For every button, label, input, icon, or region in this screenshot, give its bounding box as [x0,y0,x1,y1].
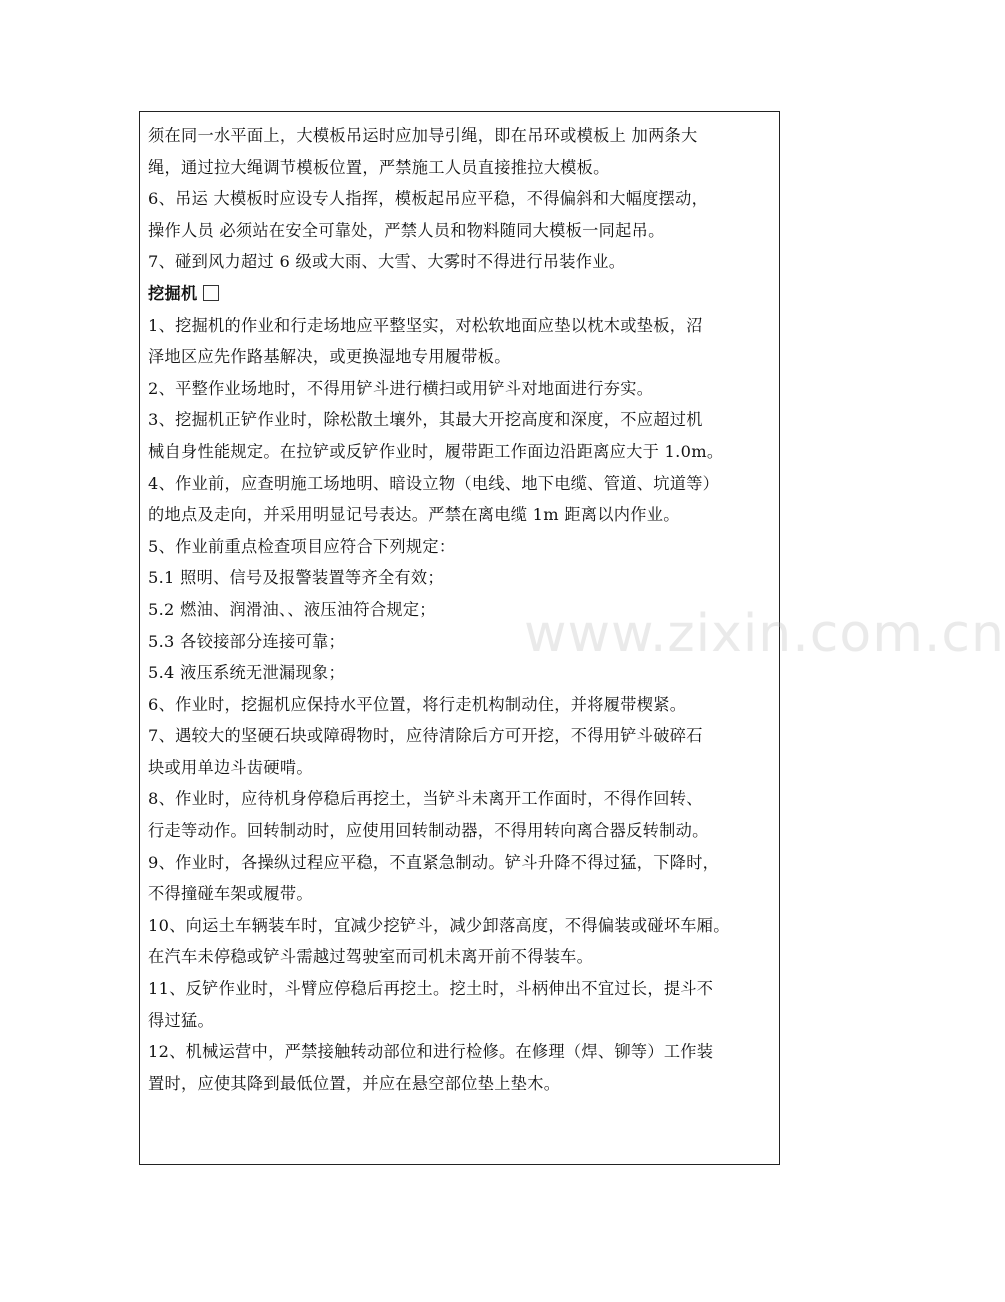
text-line: 5.2 燃油、润滑油、、液压油符合规定； [148,599,436,619]
section-heading-label: 挖掘机 [148,283,198,303]
text-line: 1、挖掘机的作业和行走场地应平整坚实，对松软地面应垫以枕木或垫板，沼 [148,315,703,335]
text-line: 绳，通过拉大绳调节模板位置，严禁施工人员直接推拉大模板。 [148,157,610,177]
text-line: 行走等动作。回转制动时，应使用回转制动器，不得用转向离合器反转制动。 [148,821,709,841]
text-line: 5.3 各铰接部分连接可靠； [148,631,345,651]
text-line: 泽地区应先作路基解决，或更换湿地专用履带板。 [148,347,511,367]
text-line: 操作人员 必须站在安全可靠处，严禁人员和物料随同大模板一同起吊。 [148,220,665,240]
document-body [148,120,773,1099]
text-line: 4、作业前，应查明施工场地明、暗设立物（电线、地下电缆、管道、坑道等） [148,473,720,493]
text-line: 9、作业时，各操纵过程应平稳，不直紧急制动。铲斗升降不得过猛，下降时， [148,852,720,872]
text-line: 块或用单边斗齿硬啃。 [148,757,313,777]
document-table-cell [139,111,780,1165]
text-line: 置时，应使其降到最低位置，并应在悬空部位垫上垫木。 [148,1073,561,1093]
text-line: 11、反铲作业时，斗臂应停稳后再挖土。挖土时，斗柄伸出不宜过长，提斗不 [148,979,714,999]
text-line: 械自身性能规定。在拉铲或反铲作业时，履带距工作面边沿距离应大于 1.0m。 [148,441,724,461]
text-line: 2、平整作业场地时，不得用铲斗进行横扫或用铲斗对地面进行夯实。 [148,378,654,398]
text-line: 7、碰到风力超过 6 级或大雨、大雪、大雾时不得进行吊装作业。 [148,252,626,272]
text-line: 得过猛。 [148,1010,214,1030]
text-line: 5.4 液压系统无泄漏现象； [148,663,345,683]
text-line: 3、挖掘机正铲作业时，除松散土壤外，其最大开挖高度和深度，不应超过机 [148,410,703,430]
text-line: 在汽车未停稳或铲斗需越过驾驶室而司机未离开前不得装车。 [148,947,594,967]
text-line: 不得撞碰车架或履带。 [148,884,313,904]
text-line: 5.1 照明、信号及报警装置等齐全有效； [148,568,444,588]
text-line: 的地点及走向，并采用明显记号表达。严禁在离电缆 1m 距离以内作业。 [148,505,680,525]
text-line: 12、机械运营中，严禁接触转动部位和进行检修。在修理（焊、铆等）工作装 [148,1042,714,1062]
watermark: www.zixin.com.cn [524,604,1005,664]
text-line: 7、遇较大的坚硬石块或障碍物时，应待清除后方可开挖，不得用铲斗破碎石 [148,726,703,746]
text-line: 6、吊运 大模板时应设专人指挥，模板起吊应平稳，不得偏斜和大幅度摆动， [148,189,709,209]
text-line: 6、作业时，挖掘机应保持水平位置，将行走机构制动住，并将履带楔紧。 [148,694,687,714]
section-heading [148,278,773,310]
checkbox[interactable] [203,285,219,301]
text-line: 须在同一水平面上，大模板吊运时应加导引绳，即在吊环或模板上 加两条大 [148,126,698,145]
text-line: 5、作业前重点检查项目应符合下列规定： [148,536,456,556]
text-line: 8、作业时，应待机身停稳后再挖土，当铲斗未离开工作面时，不得作回转、 [148,789,703,809]
text-line: 10、向运土车辆装车时，宜减少挖铲斗，减少卸落高度，不得偏装或碰坏车厢。 [148,915,730,935]
